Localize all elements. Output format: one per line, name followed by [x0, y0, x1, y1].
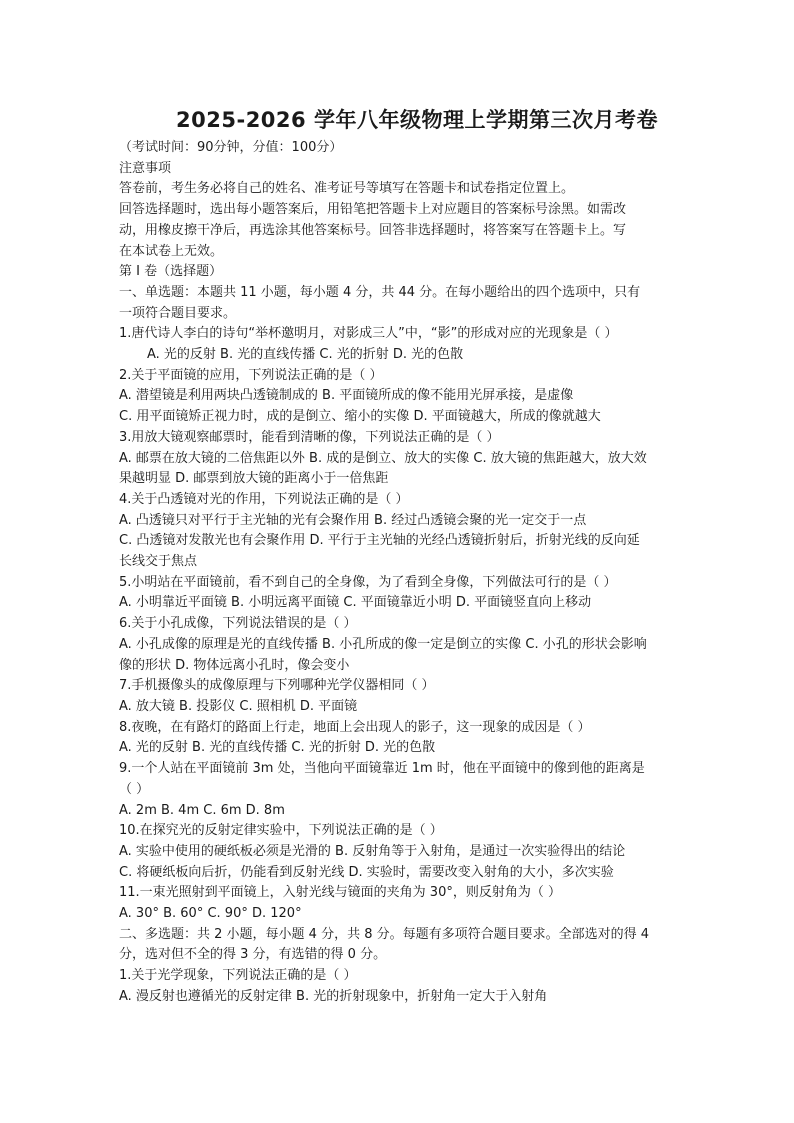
question-5: 5.小明站在平面镜前，看不到自己的全身像，为了看到全身像，下列做法可行的是（ ）	[119, 574, 617, 590]
notice-line: 动，用橡皮擦干净后，再选涂其他答案标号。回答非选择题时，将答案写在答题卡上。写	[119, 222, 627, 238]
question-7-options: A. 放大镜 B. 投影仪 C. 照相机 D. 平面镜	[119, 698, 358, 714]
exam-info: （考试时间：90分钟，分值：100分）	[119, 140, 343, 155]
notice-line: 回答选择题时，选出每小题答案后，用铅笔把答题卡上对应题目的答案标号涂黑。如需改	[119, 202, 627, 218]
question-10-options: C. 将硬纸板向后折，仍能看到反射光线 D. 实验时，需要改变入射角的大小，多次实验	[119, 864, 614, 880]
question-5-options: A. 小明靠近平面镜 B. 小明远离平面镜 C. 平面镜靠近小明 D. 平面镜竖直向上移动	[119, 595, 592, 611]
question-7: 7.手机摄像头的成像原理与下列哪种光学仪器相同（ ）	[119, 678, 435, 694]
volume-label: 第 Ⅰ 卷（选择题）	[119, 264, 223, 280]
question-11-options: A. 30° B. 60° C. 90° D. 120°	[119, 906, 302, 922]
question-4-options: C. 凸透镜对发散光也有会聚作用 D. 平行于主光轴的光经凸透镜折射后，折射光线的反向延	[119, 533, 640, 549]
section1-instruction: 一、单选题：本题共 11 小题，每小题 4 分，共 44 分。在每小题给出的四个选项中，只有	[119, 284, 641, 300]
question-9-options: A. 2m B. 4m C. 6m D. 8m	[119, 802, 285, 818]
multi-question-1: 1.关于光学现象，下列说法正确的是（ ）	[119, 968, 357, 984]
question-1-options: A. 光的反射 B. 光的直线传播 C. 光的折射 D. 光的色散	[147, 347, 464, 363]
question-8-options: A. 光的反射 B. 光的直线传播 C. 光的折射 D. 光的色散	[119, 740, 436, 756]
question-4-options: 长线交于焦点	[119, 554, 198, 570]
notice-line: 答卷前，考生务必将自己的姓名、准考证号等填写在答题卡和试卷指定位置上。	[119, 181, 575, 197]
question-8: 8.夜晚，在有路灯的路面上行走，地面上会出现人的影子，这一现象的成因是（ ）	[119, 719, 591, 735]
question-3: 3.用放大镜观察邮票时，能看到清晰的像，下列说法正确的是（ ）	[119, 429, 500, 445]
section1-instruction: 一项符合题目要求。	[119, 305, 237, 321]
question-10: 10.在探究光的反射定律实验中，下列说法正确的是（ ）	[119, 823, 443, 839]
exam-title: 2025-2026 学年八年级物理上学期第三次月考卷	[176, 108, 658, 132]
section2-instruction: 二、多选题：共 2 小题，每小题 4 分，共 8 分。每题有多项符合题目要求。全部选对的得 4	[119, 926, 650, 942]
question-2-options: C. 用平面镜矫正视力时，成的是倒立、缩小的实像 D. 平面镜越大，所成的像就越大	[119, 409, 601, 425]
question-2: 2.关于平面镜的应用，下列说法正确的是（ ）	[119, 367, 383, 383]
question-4: 4.关于凸透镜对光的作用，下列说法正确的是（ ）	[119, 491, 409, 507]
question-6-options: A. 小孔成像的原理是光的直线传播 B. 小孔所成的像一定是倒立的实像 C. 小孔的形状会影响	[119, 636, 647, 652]
question-9: （ ）	[119, 781, 150, 797]
question-4-options: A. 凸透镜只对平行于主光轴的光有会聚作用 B. 经过凸透镜会聚的光一定交于一点	[119, 512, 587, 528]
question-1: 1.唐代诗人李白的诗句“举杯邀明月，对影成三人”中，“影”的形成对应的光现象是（ ）	[119, 326, 618, 342]
section2-instruction: 分，选对但不全的得 3 分，有选错的得 0 分。	[119, 947, 387, 963]
question-3-options: A. 邮票在放大镜的二倍焦距以外 B. 成的是倒立、放大的实像 C. 放大镜的焦距越大，放大效	[119, 450, 647, 466]
question-3-options: 果越明显 D. 邮票到放大镜的距离小于一倍焦距	[119, 471, 389, 487]
question-9: 9.一个人站在平面镜前 3m 处，当他向平面镜靠近 1m 时，他在平面镜中的像到他的距离是	[119, 761, 645, 777]
question-2-options: A. 潜望镜是利用两块凸透镜制成的 B. 平面镜所成的像不能用光屏承接，是虚像	[119, 388, 574, 404]
question-10-options: A. 实验中使用的硬纸板必须是光滑的 B. 反射角等于入射角，是通过一次实验得出的结论	[119, 843, 626, 859]
exam-body	[119, 138, 679, 1008]
notice-heading: 注意事项	[119, 160, 172, 176]
multi-question-1-options: A. 漫反射也遵循光的反射定律 B. 光的折射现象中，折射角一定大于入射角	[119, 988, 548, 1004]
question-6-options: 像的形状 D. 物体远离小孔时，像会变小	[119, 657, 350, 673]
notice-line: 在本试卷上无效。	[119, 243, 224, 259]
question-11: 11.一束光照射到平面镜上，入射光线与镜面的夹角为 30°，则反射角为（ ）	[119, 885, 561, 901]
question-6: 6.关于小孔成像，下列说法错误的是（ ）	[119, 616, 357, 632]
